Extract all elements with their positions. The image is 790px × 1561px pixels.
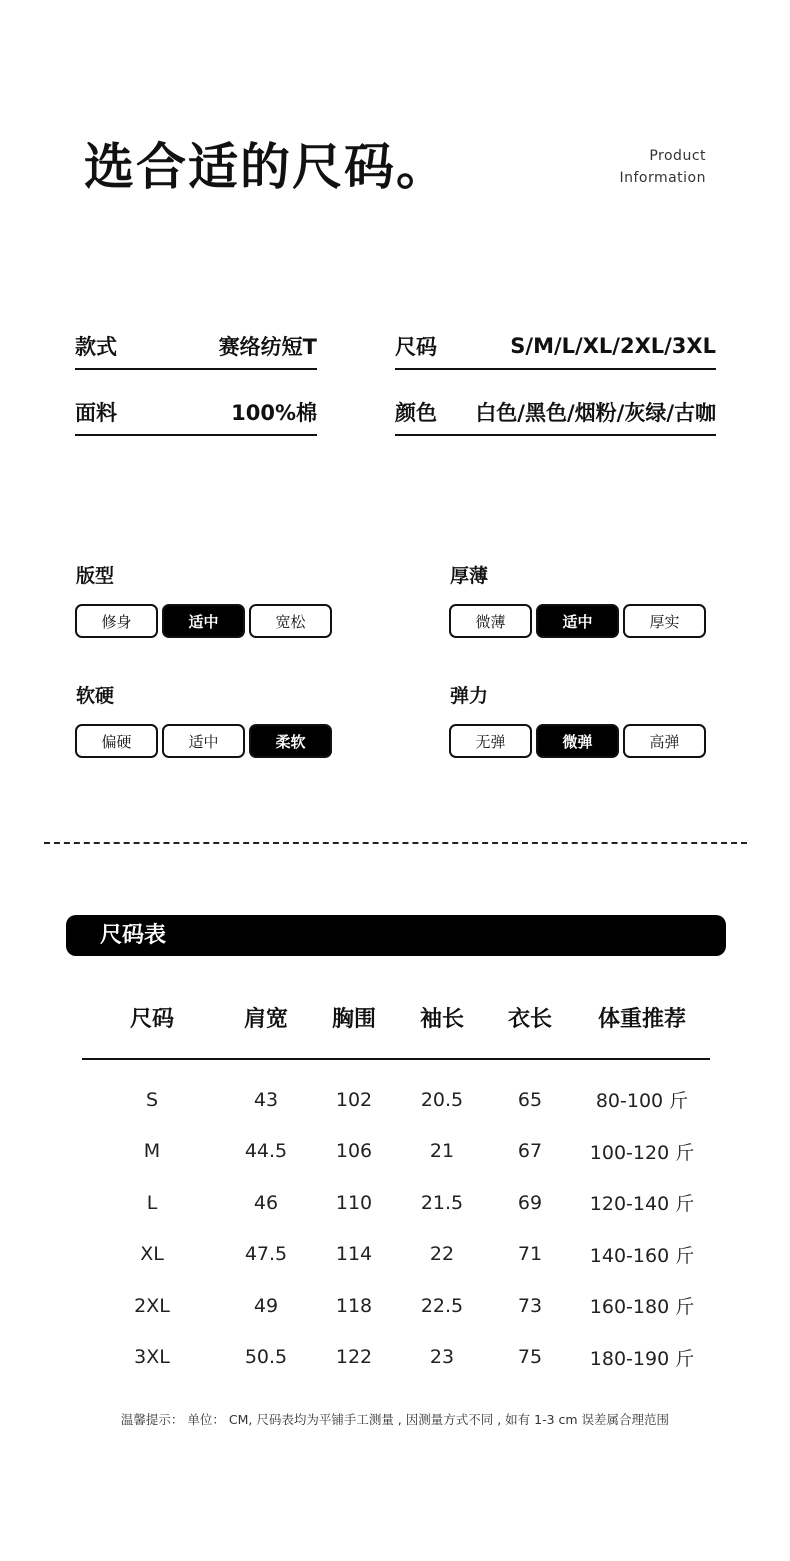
cell-size: XL: [140, 1243, 164, 1266]
cell-shoulder: 46: [253, 1191, 279, 1214]
cell-length: 69: [517, 1191, 543, 1214]
cell-size: 3XL: [134, 1346, 170, 1369]
cell-chest: 122: [335, 1346, 373, 1369]
spec-label: 颜色: [395, 401, 437, 425]
page-title: 选合适的尺码。: [84, 138, 448, 196]
cell-shoulder: 47.5: [244, 1243, 288, 1266]
spec-value: 白色/黑色/烟粉/灰绿/古咖: [475, 401, 716, 425]
cell-sleeve: 22: [429, 1243, 455, 1266]
option-button-selected[interactable]: 适中: [162, 604, 245, 638]
spec-value: S/M/L/XL/2XL/3XL: [510, 334, 716, 358]
cell-sleeve: 22.5: [420, 1294, 464, 1317]
dashed-divider: [44, 842, 747, 844]
measurement-note: 温馨提示： 单位： CM, 尺码表均为平铺手工测量 , 因测量方式不同 , 如有 1-3 cm 误差属合理范围: [120, 1412, 670, 1427]
cell-weight: 160-180 斤: [589, 1296, 695, 1319]
header-weight: 体重推荐: [574, 990, 710, 1059]
option-button[interactable]: 偏硬: [75, 724, 158, 758]
spec-style: [75, 324, 317, 370]
cell-size: 2XL: [134, 1294, 170, 1317]
cell-shoulder: 50.5: [244, 1346, 288, 1369]
cell-weight: 140-160 斤: [589, 1244, 695, 1267]
cell-length: 67: [517, 1140, 543, 1163]
spec-value: 100%棉: [231, 401, 317, 425]
cell-sleeve: 20.5: [420, 1088, 464, 1111]
option-button[interactable]: 修身: [75, 604, 158, 638]
cell-sleeve: 21: [429, 1140, 455, 1163]
spec-label: 尺码: [395, 335, 437, 359]
cell-sleeve: 23: [429, 1346, 455, 1369]
table-row: [82, 1280, 710, 1332]
cell-size: M: [143, 1140, 161, 1163]
option-button-selected[interactable]: 微弹: [536, 724, 619, 758]
option-button[interactable]: 高弹: [623, 724, 706, 758]
header-chest: 胸围: [310, 990, 398, 1059]
size-table: [82, 990, 710, 1383]
cell-weight: 80-100 斤: [595, 1090, 689, 1113]
cell-length: 73: [517, 1294, 543, 1317]
table-row: [82, 1332, 710, 1384]
cell-chest: 110: [335, 1191, 373, 1214]
cell-chest: 118: [335, 1294, 373, 1317]
option-button[interactable]: 厚实: [623, 604, 706, 638]
cell-length: 75: [517, 1346, 543, 1369]
option-button-selected[interactable]: 适中: [536, 604, 619, 638]
product-information-label: [619, 145, 706, 189]
cell-size: S: [145, 1088, 159, 1111]
spec-label: 面料: [75, 401, 117, 425]
attr-options-elasticity: [449, 724, 706, 758]
header-size: 尺码: [82, 990, 222, 1059]
option-button[interactable]: 微薄: [449, 604, 532, 638]
header-shoulder: 肩宽: [222, 990, 310, 1059]
spec-size: [395, 324, 716, 370]
attr-label-thickness: 厚薄: [450, 565, 489, 587]
info-line-1: Product: [649, 148, 706, 164]
info-line-2: Information: [619, 170, 706, 186]
table-row: [82, 1177, 710, 1229]
cell-length: 65: [517, 1088, 543, 1111]
attr-label-softness: 软硬: [76, 685, 115, 707]
cell-weight: 120-140 斤: [589, 1193, 695, 1216]
spec-label: 款式: [75, 335, 117, 359]
attr-options-softness: [75, 724, 332, 758]
cell-shoulder: 44.5: [244, 1140, 288, 1163]
option-button[interactable]: 无弹: [449, 724, 532, 758]
cell-chest: 114: [335, 1243, 373, 1266]
header-length: 衣长: [486, 990, 574, 1059]
table-row: [82, 1074, 710, 1126]
cell-shoulder: 43: [253, 1088, 279, 1111]
attr-label-elasticity: 弹力: [450, 685, 489, 707]
table-row: [82, 1126, 710, 1178]
cell-size: L: [146, 1191, 158, 1214]
cell-sleeve: 21.5: [420, 1191, 464, 1214]
option-button[interactable]: 适中: [162, 724, 245, 758]
cell-shoulder: 49: [253, 1294, 279, 1317]
table-row: [82, 1229, 710, 1281]
option-button-selected[interactable]: 柔软: [249, 724, 332, 758]
attr-options-fit: [75, 604, 332, 638]
option-button[interactable]: 宽松: [249, 604, 332, 638]
cell-chest: 106: [335, 1140, 373, 1163]
cell-weight: 180-190 斤: [589, 1347, 695, 1370]
cell-chest: 102: [335, 1088, 373, 1111]
size-table-title-bar: 尺码表: [66, 915, 726, 956]
spec-fabric: [75, 390, 317, 436]
spec-color: [395, 390, 716, 436]
cell-length: 71: [517, 1243, 543, 1266]
header-sleeve: 袖长: [398, 990, 486, 1059]
size-table-header-row: [82, 990, 710, 1059]
attr-label-fit: 版型: [76, 565, 115, 587]
attr-options-thickness: [449, 604, 706, 638]
cell-weight: 100-120 斤: [589, 1141, 695, 1164]
spec-value: 赛络纺短T: [218, 335, 317, 359]
